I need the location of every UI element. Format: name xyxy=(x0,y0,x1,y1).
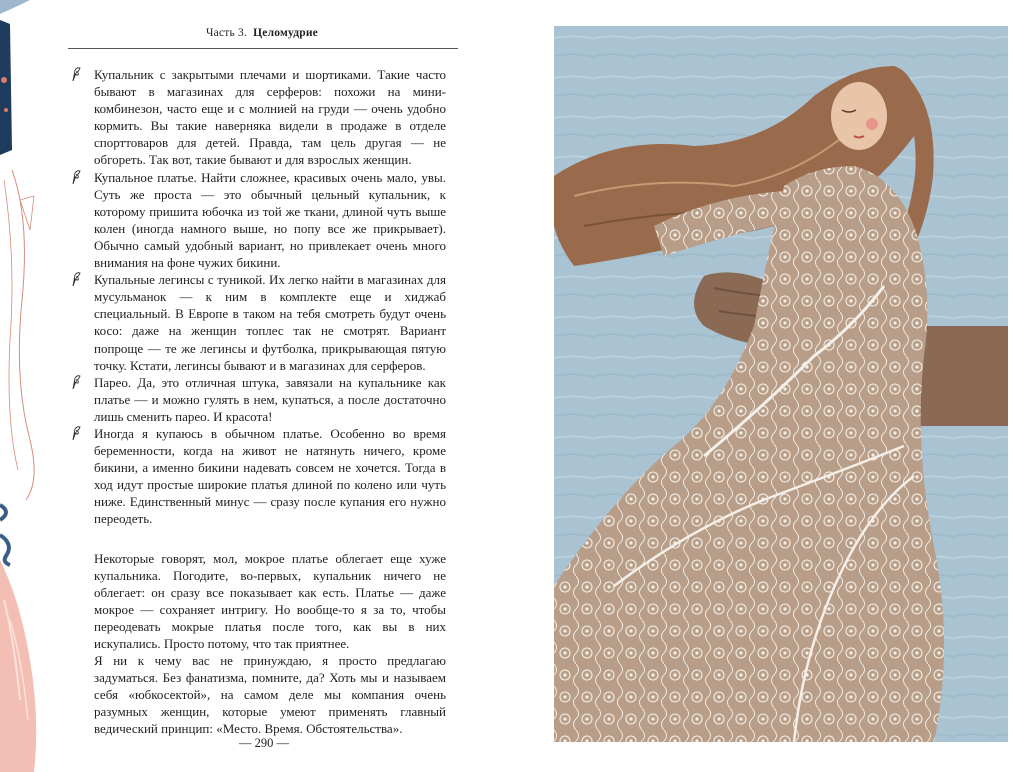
list-item xyxy=(94,66,446,169)
header-rule xyxy=(68,48,458,49)
list-item-text: Купальные легинсы с туникой. Их легко найти в магазинах для мусульманок — к ним в комплекте еще и хиджаб специальный. В Европе в таком на тебя смотреть будут очень косо: даже на женщин топлес так не смотрят. Вариант попроще — те же легинсы и футболка, прикрывающая пятую точку. Кстати, легинсы бывают и в магазинах для серферов. xyxy=(94,272,446,373)
chapter-title: Целомудрие xyxy=(253,27,318,39)
page-number: — 290 — xyxy=(239,736,289,750)
list-item-text: Парео. Да, это отличная штука, завязали на купальнике как платье — и можно гулять в нем, купаться, а после достаточно лишь сменить парео. И красота! xyxy=(94,374,446,424)
feather-quill-icon xyxy=(70,272,82,287)
list-item-text: Купальник с закрытыми плечами и шортиками. Такие часто бывают в магазинах для серферов: похожи на мини-комбинезон, часто еще и с молнией на груди — очень удобно кормить. Вы такие наверняка видели в продаже в отделе спорттоваров для детей. Правда, там цель другая — не обгореть. Так вот, такие бывают и для взрослых женщин. xyxy=(94,67,446,168)
feather-quill-icon xyxy=(70,67,82,82)
part-label: Часть 3. xyxy=(206,27,248,39)
left-edge-illustration xyxy=(0,0,50,772)
illustration-woman-in-lace-dress xyxy=(554,26,1008,742)
feather-quill-icon xyxy=(70,170,82,185)
list-item xyxy=(94,425,446,528)
text-column xyxy=(94,66,446,738)
list-item xyxy=(94,374,446,425)
list-item xyxy=(94,271,446,374)
illustration-artwork xyxy=(554,26,1008,742)
body-paragraph: Я ни к чему вас не принуждаю, я просто предлагаю задуматься. Без фанатизма, помните, да? Хоть мы и называем себя «юбкосектой», на самом деле мы компания очень разумных женщин, которые умеют применять главный ведический принцип: «Место. Время. Обстоятельства». xyxy=(94,653,446,737)
running-header xyxy=(206,27,318,39)
feather-quill-icon xyxy=(70,426,82,441)
feather-quill-icon xyxy=(70,375,82,390)
list-item-text: Купальное платье. Найти сложнее, красивых очень мало, увы. Суть же проста — это обычный цельный купальник, к которому пришита юбочка из той же ткани, длиной чуть выше колен (иногда намного выше, но попу все же прикрывает). Обычно самый удобный вариант, но привлекает очень много внимания на фоне чужих бикини. xyxy=(94,169,446,271)
list-item xyxy=(94,169,446,272)
paragraph-spacer xyxy=(94,528,446,550)
body-paragraph: Некоторые говорят, мол, мокрое платье облегает еще хуже купальника. Погодите, во-первых, купальник ничего не облегает: он сразу все показывает как есть. Платье — даже мокрое — сохраняет интригу. Но вообще-то я за то, чтобы переодевать мокрые платья после того, как вы в них искупались. Просто потому, что так приятнее. xyxy=(94,550,446,651)
list-item-text: Иногда я купаюсь в обычном платье. Особенно во время беременности, когда на живот не натянуть ничего, кроме бикини, а именно бикини надевать совсем не хочется. Тогда в ход идут простые широкие платья длиной по колено или чуть ниже. Единственный минус — сразу после купания его нужно переодеть. xyxy=(94,425,446,527)
